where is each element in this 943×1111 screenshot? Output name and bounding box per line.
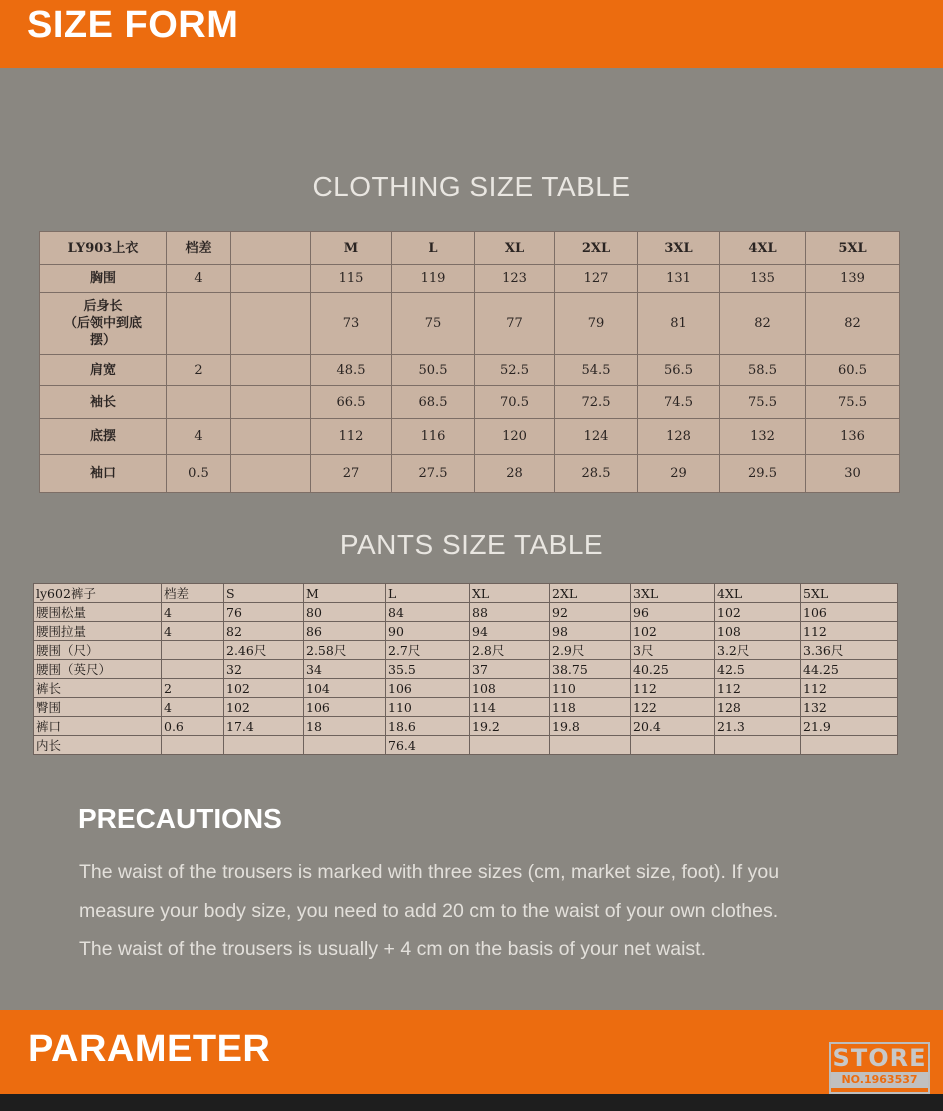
clothing-cell: 123: [475, 265, 555, 293]
clothing-cell: 81: [638, 293, 720, 355]
pants-cell: 裤长: [34, 679, 162, 698]
precautions-line-1: The waist of the trousers is marked with three sizes (cm, market size, foot). If you: [79, 861, 780, 883]
clothing-cell: 27: [311, 455, 392, 493]
clothing-cell: 124: [555, 419, 638, 455]
clothing-header-cell: M: [311, 232, 392, 265]
pants-cell: 19.2: [470, 717, 550, 736]
pants-cell: [631, 736, 715, 755]
pants-cell: 112: [631, 679, 715, 698]
pants-cell: 96: [631, 603, 715, 622]
pants-size-table-title: PANTS SIZE TABLE: [339, 529, 604, 560]
pants-cell: [801, 736, 898, 755]
pants-cell: 2: [162, 679, 224, 698]
clothing-header-cell: L: [392, 232, 475, 265]
pants-header-cell: L: [386, 584, 470, 603]
precautions-line-2: measure your body size, you need to add 20 cm to the waist of your own clothes.: [79, 900, 779, 922]
store-watermark-number: NO.1963537: [831, 1072, 928, 1088]
clothing-cell: 82: [720, 293, 806, 355]
clothing-cell: [167, 293, 231, 355]
precautions-title: PRECAUTIONS: [78, 803, 282, 834]
pants-row: [34, 660, 898, 679]
clothing-cell: 72.5: [555, 386, 638, 419]
clothing-cell: 52.5: [475, 355, 555, 386]
pants-header-row: [34, 584, 898, 603]
pants-cell: 2.7尺: [386, 641, 470, 660]
pants-cell: 104: [304, 679, 386, 698]
pants-header-cell: 5XL: [801, 584, 898, 603]
pants-cell: 4: [162, 603, 224, 622]
clothing-cell: 0.5: [167, 455, 231, 493]
pants-cell: [224, 736, 304, 755]
pants-cell: 34: [304, 660, 386, 679]
pants-cell: 102: [224, 679, 304, 698]
clothing-cell: 60.5: [806, 355, 900, 386]
clothing-cell: 73: [311, 293, 392, 355]
pants-size-table: [33, 583, 898, 755]
pants-cell: 35.5: [386, 660, 470, 679]
pants-row: [34, 717, 898, 736]
clothing-cell: 50.5: [392, 355, 475, 386]
clothing-row: [40, 455, 900, 493]
pants-cell: 裤口: [34, 717, 162, 736]
precautions-line-3: The waist of the trousers is usually + 4 cm on the basis of your net waist.: [79, 938, 706, 960]
pants-cell: 17.4: [224, 717, 304, 736]
pants-cell: 2.9尺: [550, 641, 631, 660]
pants-header-cell: 4XL: [715, 584, 801, 603]
clothing-cell: 56.5: [638, 355, 720, 386]
clothing-cell: 58.5: [720, 355, 806, 386]
clothing-cell: 68.5: [392, 386, 475, 419]
clothing-cell: [231, 293, 311, 355]
pants-cell: [162, 736, 224, 755]
pants-cell: 42.5: [715, 660, 801, 679]
size-form-banner: [0, 0, 943, 68]
clothing-cell: 袖口: [40, 455, 167, 493]
pants-cell: 32: [224, 660, 304, 679]
clothing-cell: 袖长: [40, 386, 167, 419]
clothing-cell: 30: [806, 455, 900, 493]
clothing-cell: 75: [392, 293, 475, 355]
clothing-cell: 112: [311, 419, 392, 455]
clothing-cell: 27.5: [392, 455, 475, 493]
pants-cell: 80: [304, 603, 386, 622]
clothing-size-table: [39, 231, 900, 493]
pants-cell: [715, 736, 801, 755]
pants-cell: 44.25: [801, 660, 898, 679]
clothing-cell: [231, 455, 311, 493]
clothing-cell: 4: [167, 265, 231, 293]
pants-row: [34, 736, 898, 755]
pants-cell: 102: [631, 622, 715, 641]
pants-cell: 18: [304, 717, 386, 736]
clothing-cell: 66.5: [311, 386, 392, 419]
pants-cell: 2.8尺: [470, 641, 550, 660]
clothing-cell: 127: [555, 265, 638, 293]
pants-header-cell: S: [224, 584, 304, 603]
pants-cell: 2.58尺: [304, 641, 386, 660]
pants-cell: 0.6: [162, 717, 224, 736]
clothing-header-cell: 2XL: [555, 232, 638, 265]
clothing-cell: 70.5: [475, 386, 555, 419]
parameter-banner: [0, 1010, 943, 1094]
pants-row: [34, 679, 898, 698]
clothing-cell: 底摆: [40, 419, 167, 455]
clothing-cell: [231, 265, 311, 293]
clothing-cell: 4: [167, 419, 231, 455]
pants-cell: 腰围（英尺）: [34, 660, 162, 679]
clothing-cell: 29.5: [720, 455, 806, 493]
clothing-row: [40, 355, 900, 386]
clothing-cell: 82: [806, 293, 900, 355]
size-form-title: SIZE FORM: [27, 4, 239, 46]
store-watermark-label: STORE: [832, 1044, 927, 1072]
clothing-cell: 115: [311, 265, 392, 293]
pants-cell: 112: [715, 679, 801, 698]
clothing-header-cell: 档差: [167, 232, 231, 265]
clothing-cell: 128: [638, 419, 720, 455]
pants-cell: 110: [386, 698, 470, 717]
clothing-cell: 135: [720, 265, 806, 293]
clothing-cell: 2: [167, 355, 231, 386]
pants-cell: 4: [162, 698, 224, 717]
store-watermark: [829, 1042, 930, 1094]
clothing-cell: 48.5: [311, 355, 392, 386]
pants-cell: 37: [470, 660, 550, 679]
parameter-title: PARAMETER: [28, 1028, 271, 1070]
clothing-cell: [167, 386, 231, 419]
clothing-cell: [231, 386, 311, 419]
clothing-row: [40, 386, 900, 419]
pants-cell: 2.46尺: [224, 641, 304, 660]
pants-cell: 82: [224, 622, 304, 641]
pants-header-cell: XL: [470, 584, 550, 603]
clothing-cell: 139: [806, 265, 900, 293]
pants-cell: 128: [715, 698, 801, 717]
clothing-cell: 74.5: [638, 386, 720, 419]
pants-cell: 21.9: [801, 717, 898, 736]
pants-cell: [162, 641, 224, 660]
clothing-cell: 75.5: [806, 386, 900, 419]
pants-cell: 19.8: [550, 717, 631, 736]
bottom-strip: [0, 1094, 943, 1111]
pants-header-cell: 3XL: [631, 584, 715, 603]
pants-cell: 108: [470, 679, 550, 698]
pants-cell: 132: [801, 698, 898, 717]
clothing-cell: 28: [475, 455, 555, 493]
pants-cell: 4: [162, 622, 224, 641]
pants-cell: [304, 736, 386, 755]
clothing-cell: 肩宽: [40, 355, 167, 386]
pants-cell: 臀围: [34, 698, 162, 717]
pants-cell: 112: [801, 622, 898, 641]
clothing-header-cell: [231, 232, 311, 265]
clothing-cell: [231, 355, 311, 386]
clothing-cell: 120: [475, 419, 555, 455]
pants-cell: 86: [304, 622, 386, 641]
pants-cell: 106: [304, 698, 386, 717]
pants-cell: 内长: [34, 736, 162, 755]
clothing-header-cell: 3XL: [638, 232, 720, 265]
clothing-row: [40, 419, 900, 455]
pants-cell: 106: [801, 603, 898, 622]
clothing-cell: 131: [638, 265, 720, 293]
pants-cell: 76.4: [386, 736, 470, 755]
pants-cell: 110: [550, 679, 631, 698]
pants-cell: 90: [386, 622, 470, 641]
pants-cell: 94: [470, 622, 550, 641]
clothing-cell: [231, 419, 311, 455]
pants-cell: [470, 736, 550, 755]
clothing-cell: 79: [555, 293, 638, 355]
pants-cell: 腰围（尺）: [34, 641, 162, 660]
clothing-cell: 28.5: [555, 455, 638, 493]
clothing-size-table-title: CLOTHING SIZE TABLE: [312, 171, 631, 202]
pants-cell: 122: [631, 698, 715, 717]
pants-cell: 92: [550, 603, 631, 622]
clothing-header-cell: XL: [475, 232, 555, 265]
clothing-cell: 75.5: [720, 386, 806, 419]
pants-cell: [550, 736, 631, 755]
clothing-cell: 29: [638, 455, 720, 493]
clothing-cell: 77: [475, 293, 555, 355]
pants-cell: 88: [470, 603, 550, 622]
pants-cell: 102: [715, 603, 801, 622]
clothing-header-cell: 4XL: [720, 232, 806, 265]
pants-header-cell: 2XL: [550, 584, 631, 603]
clothing-cell: 136: [806, 419, 900, 455]
clothing-cell: 54.5: [555, 355, 638, 386]
pants-cell: 108: [715, 622, 801, 641]
pants-cell: [162, 660, 224, 679]
pants-row: [34, 603, 898, 622]
clothing-header-cell: LY903上衣: [40, 232, 167, 265]
pants-cell: 腰围松量: [34, 603, 162, 622]
pants-cell: 21.3: [715, 717, 801, 736]
pants-header-cell: 档差: [162, 584, 224, 603]
pants-cell: 112: [801, 679, 898, 698]
pants-cell: 98: [550, 622, 631, 641]
pants-cell: 3尺: [631, 641, 715, 660]
clothing-header-cell: 5XL: [806, 232, 900, 265]
pants-cell: 76: [224, 603, 304, 622]
pants-cell: 20.4: [631, 717, 715, 736]
clothing-row: [40, 293, 900, 355]
pants-cell: 84: [386, 603, 470, 622]
pants-row: [34, 698, 898, 717]
clothing-cell: 132: [720, 419, 806, 455]
clothing-cell: 后身长 （后领中到底 摆）: [40, 293, 167, 355]
clothing-cell: 116: [392, 419, 475, 455]
pants-cell: 114: [470, 698, 550, 717]
pants-header-cell: ly602裤子: [34, 584, 162, 603]
pants-row: [34, 641, 898, 660]
pants-cell: 102: [224, 698, 304, 717]
pants-cell: 3.2尺: [715, 641, 801, 660]
pants-cell: 40.25: [631, 660, 715, 679]
pants-cell: 106: [386, 679, 470, 698]
pants-cell: 118: [550, 698, 631, 717]
pants-row: [34, 622, 898, 641]
pants-cell: 腰围拉量: [34, 622, 162, 641]
clothing-header-row: [40, 232, 900, 265]
pants-cell: 38.75: [550, 660, 631, 679]
pants-cell: 18.6: [386, 717, 470, 736]
clothing-cell: 胸围: [40, 265, 167, 293]
pants-cell: 3.36尺: [801, 641, 898, 660]
pants-header-cell: M: [304, 584, 386, 603]
clothing-row: [40, 265, 900, 293]
clothing-cell: 119: [392, 265, 475, 293]
